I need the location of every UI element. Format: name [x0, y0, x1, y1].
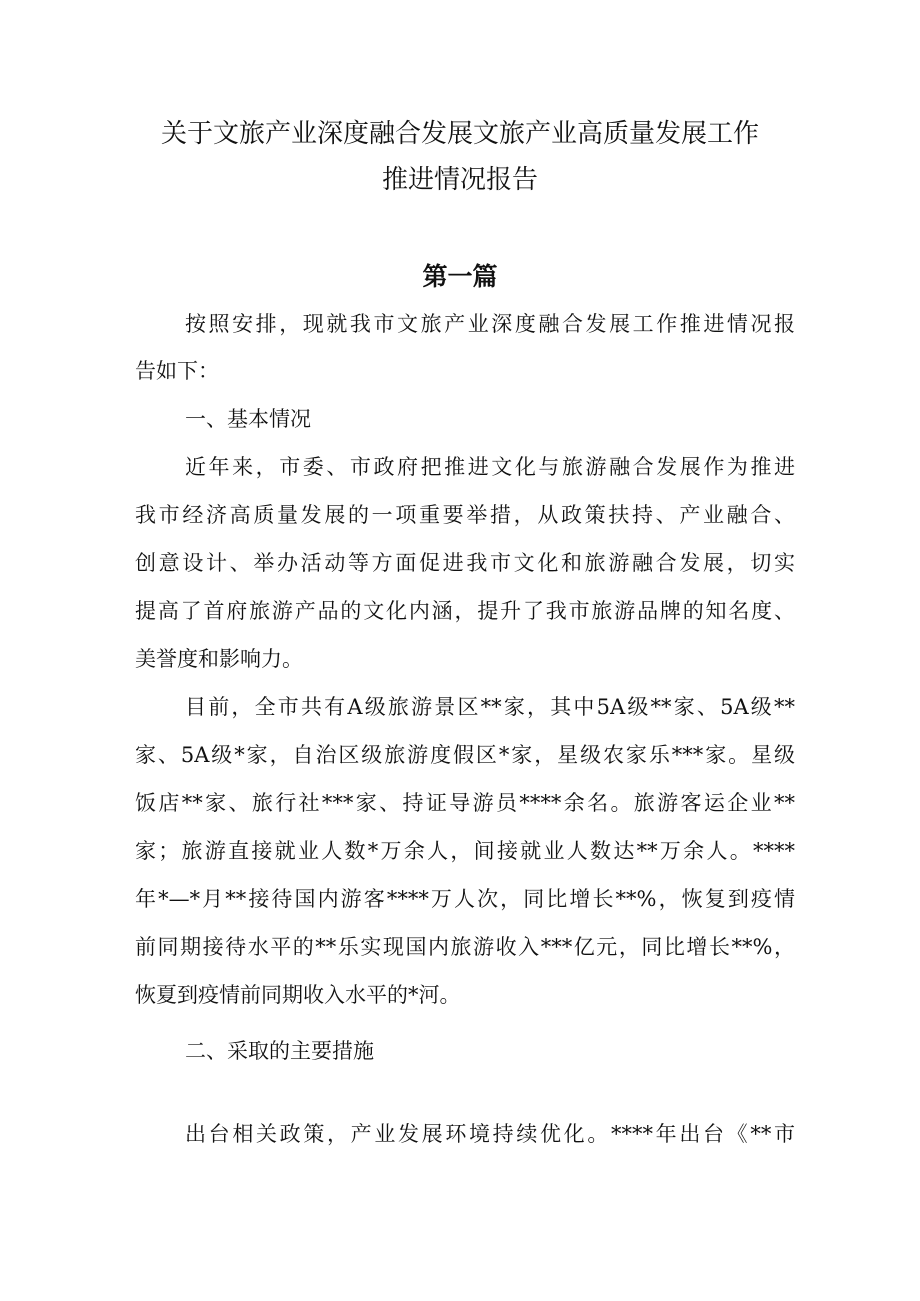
document-title-line2: 推进情况报告: [381, 165, 538, 195]
paragraph-stats-line3: 饭店**家、旅行社***家、持证导游员****余名。旅游客运企业**: [135, 791, 795, 815]
paragraph-basic-line5: 美誉度和影响力。: [135, 647, 303, 671]
paragraph-basic-line3: 创意设计、举办活动等方面促进我市文化和旅游融合发展，切实: [135, 551, 795, 575]
paragraph-measures-line1: 出台相关政策，产业发展环境持续优化。****年出台《**市: [185, 1122, 795, 1146]
section-heading-measures: 二、采取的主要措施: [185, 1039, 374, 1063]
paragraph-basic-line1: 近年来，市委、市政府把推进文化与旅游融合发展作为推进: [185, 455, 795, 479]
paragraph-stats-line1: 目前，全市共有A级旅游景区**家，其中5A级**家、5A级**: [185, 695, 795, 719]
paragraph-stats-line4: 家；旅游直接就业人数*万余人，间接就业人数达**万余人。****: [135, 839, 795, 863]
section-heading-basic: 一、基本情况: [185, 407, 311, 431]
paragraph-basic-line4: 提高了首府旅游产品的文化内涵，提升了我市旅游品牌的知名度、: [135, 599, 795, 623]
paragraph-stats-line5: 年*—*月**接待国内游客****万人次，同比增长**%，恢复到疫情: [135, 887, 795, 911]
chapter-heading: 第一篇: [422, 262, 498, 291]
paragraph-intro-line2: 告如下：: [135, 359, 219, 383]
document-title-line1: 关于文旅产业深度融合发展文旅产业高质量发展工作: [160, 119, 759, 149]
paragraph-stats-line7: 恢夏到疫情前同期收入水平的*河。: [135, 983, 461, 1007]
paragraph-basic-line2: 我市经济高质量发展的一项重要举措，从政策扶持、产业融合、: [135, 503, 795, 527]
paragraph-stats-line6: 前同期接待水平的**乐实现国内旅游收入***亿元，同比增长**%，: [135, 935, 795, 959]
paragraph-intro-line1: 按照安排，现就我市文旅产业深度融合发展工作推进情况报: [185, 312, 795, 336]
paragraph-stats-line2: 家、5A级*家，自治区级旅游度假区*家，星级农家乐***家。星级: [135, 743, 795, 767]
